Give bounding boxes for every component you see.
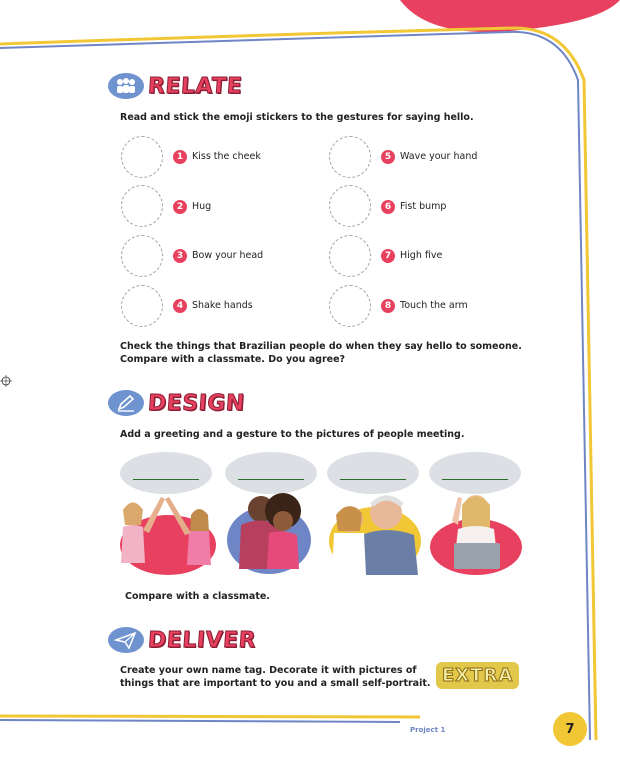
number-badge-5: 5: [381, 150, 395, 164]
photo-hug: [221, 485, 321, 577]
bubble-write-line-4: [442, 479, 508, 480]
number-badge-2: 2: [173, 200, 187, 214]
relate-question-line2: Compare with a classmate. Do you agree?: [120, 353, 346, 365]
deliver-title: DELIVER: [147, 627, 257, 653]
photo-waving-laptop: [428, 485, 524, 577]
number-badge-7: 7: [381, 249, 395, 263]
pencil-icon: [108, 390, 144, 416]
bubble-write-line-1: [133, 479, 199, 480]
sticker-circle-7[interactable]: [329, 235, 371, 277]
photo-grandfather: [320, 485, 426, 577]
gesture-label-7: High five: [400, 250, 443, 261]
deliver-instruction: [120, 665, 431, 690]
gesture-label-8: Touch the arm: [400, 300, 468, 311]
deliver-line1: Create your own name tag. Decorate it with pictures of: [120, 665, 417, 676]
relate-title: RELATE: [147, 73, 244, 99]
relate-question-line1: Check the things that Brazilian people do when they say hello to someone.: [120, 341, 522, 352]
sticker-circle-6[interactable]: [329, 185, 371, 227]
number-badge-3: 3: [173, 249, 187, 263]
gesture-label-5: Wave your hand: [400, 151, 478, 162]
group-icon: [108, 73, 144, 99]
sticker-circle-4[interactable]: [121, 285, 163, 327]
number-badge-1: 1: [173, 150, 187, 164]
sticker-circle-3[interactable]: [121, 235, 163, 277]
deliver-header: [108, 627, 256, 653]
design-title: DESIGN: [147, 390, 246, 416]
deliver-line2: things that are important to you and a small self-portrait.: [120, 677, 431, 689]
sticker-circle-8[interactable]: [329, 285, 371, 327]
sticker-circle-5[interactable]: [329, 136, 371, 178]
gesture-label-6: Fist bump: [400, 201, 447, 212]
number-badge-4: 4: [173, 299, 187, 313]
design-compare: Compare with a classmate.: [125, 591, 270, 602]
relate-instruction: Read and stick the emoji stickers to the gestures for saying hello.: [120, 112, 474, 123]
bubble-write-line-3: [340, 479, 406, 480]
sticker-circle-2[interactable]: [121, 185, 163, 227]
gesture-label-1: Kiss the cheek: [192, 151, 261, 162]
gesture-label-4: Shake hands: [192, 300, 253, 311]
number-badge-8: 8: [381, 299, 395, 313]
relate-header: [108, 73, 242, 99]
gesture-label-2: Hug: [192, 201, 212, 212]
design-instruction: Add a greeting and a gesture to the pictures of people meeting.: [120, 429, 465, 440]
extra-badge: EXTRA: [436, 662, 519, 689]
paper-plane-icon: [108, 627, 144, 653]
design-header: [108, 390, 245, 416]
gesture-label-3: Bow your head: [192, 250, 264, 261]
sticker-circle-1[interactable]: [121, 136, 163, 178]
footer-project-label: Project 1: [410, 726, 446, 734]
page-number: 7: [553, 712, 587, 746]
number-badge-6: 6: [381, 200, 395, 214]
photo-high-five: [113, 485, 219, 577]
relate-question: [120, 341, 522, 366]
bubble-write-line-2: [238, 479, 304, 480]
